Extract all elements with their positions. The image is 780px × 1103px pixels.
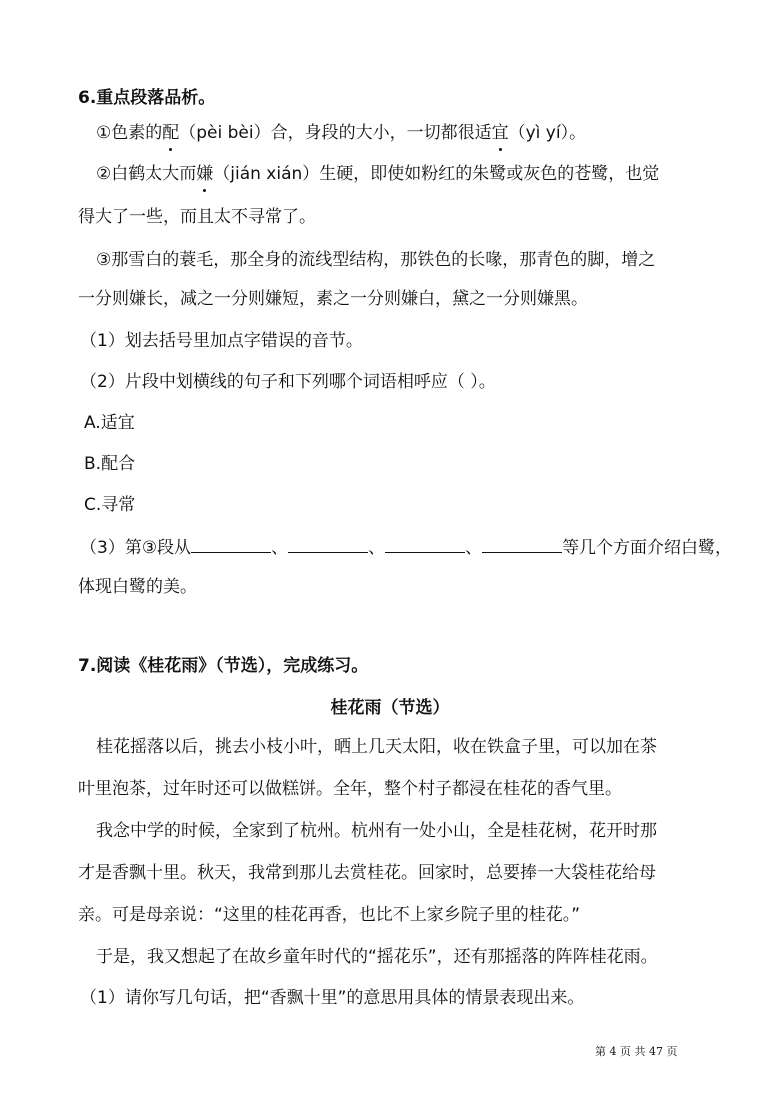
passage-line: 桂花摇落以后，挑去小枝小叶，晒上几天太阳，收在铁盒子里，可以加在茶 <box>96 737 657 757</box>
q7-sub-question-1: （1）请你写几句话，把“香飘十里”的意思用具体的情景表现出来。 <box>80 988 585 1008</box>
passage-line: 我念中学的时候，全家到了杭州。杭州有一处小山，全是桂花树，花开时那 <box>96 821 657 841</box>
text-span: （pèi bèi）合，身段的大小，一切都很适 <box>179 123 492 143</box>
page-footer: 第 4 页 共 47 页 <box>595 1045 678 1058</box>
separator: 、 <box>465 538 483 558</box>
answer-blank[interactable] <box>288 534 368 553</box>
q6-paragraph-2-line-2: 得大了一些，而且太不寻常了。 <box>78 207 316 227</box>
passage-line: 才是香飘十里。秋天，我常到那儿去赏桂花。回家时，总要捧一大袋桂花给母 <box>78 863 656 883</box>
passage-line: 于是，我又想起了在故乡童年时代的“摇花乐”，还有那摇落的阵阵桂花雨。 <box>96 947 658 967</box>
answer-blank[interactable] <box>482 534 562 553</box>
emphasis-char: 宜 <box>491 123 509 143</box>
q6-paragraph-2-line-1 <box>96 162 659 186</box>
text-span: ②白鹤太大而 <box>96 164 197 184</box>
option-b: B.配合 <box>84 454 136 474</box>
text-span: ①色素的 <box>96 123 163 143</box>
q6-heading: 6.重点段落品析。 <box>78 88 216 108</box>
q6-sub-question-3 <box>80 534 732 560</box>
q6-sub-question-1: （1）划去括号里加点字错误的音节。 <box>80 331 363 351</box>
option-c: C.寻常 <box>84 495 136 515</box>
separator: 、 <box>368 538 386 558</box>
passage-line: 叶里泡茶，过年时还可以做糕饼。全年，整个村子都浸在桂花的香气里。 <box>78 779 622 799</box>
passage-title: 桂花雨（节选） <box>330 698 450 718</box>
text-span: （yì yí）。 <box>508 123 587 143</box>
emphasis-char: 嫌 <box>196 164 214 184</box>
q6-sub-question-3-line-2: 体现白鹭的美。 <box>78 577 197 597</box>
text-span: 等几个方面介绍白鹭， <box>562 538 733 558</box>
separator: 、 <box>271 538 289 558</box>
text-span: （3）第③段从 <box>80 538 192 558</box>
q6-paragraph-3-line-1: ③那雪白的蓑毛，那全身的流线型结构，那铁色的长喙，那青色的脚，增之 <box>96 250 656 270</box>
q6-sub-question-2: （2）片段中划横线的句子和下列哪个词语相呼应（ ）。 <box>80 372 496 392</box>
answer-blank[interactable] <box>191 534 271 553</box>
option-a: A.适宜 <box>84 413 135 433</box>
q6-paragraph-3-line-2: 一分则嫌长，减之一分则嫌短，素之一分则嫌白，黛之一分则嫌黑。 <box>78 289 588 309</box>
answer-blank[interactable] <box>385 534 465 553</box>
text-span: （jián xián）生硬，即使如粉红的朱鹭或灰色的苍鹭，也觉 <box>213 164 660 184</box>
emphasis-char: 配 <box>162 123 180 143</box>
q6-paragraph-1 <box>96 121 586 145</box>
q7-heading: 7.阅读《桂花雨》（节选），完成练习。 <box>78 656 369 676</box>
passage-line: 亲。可是母亲说：“这里的桂花再香，也比不上家乡院子里的桂花。” <box>78 905 581 925</box>
